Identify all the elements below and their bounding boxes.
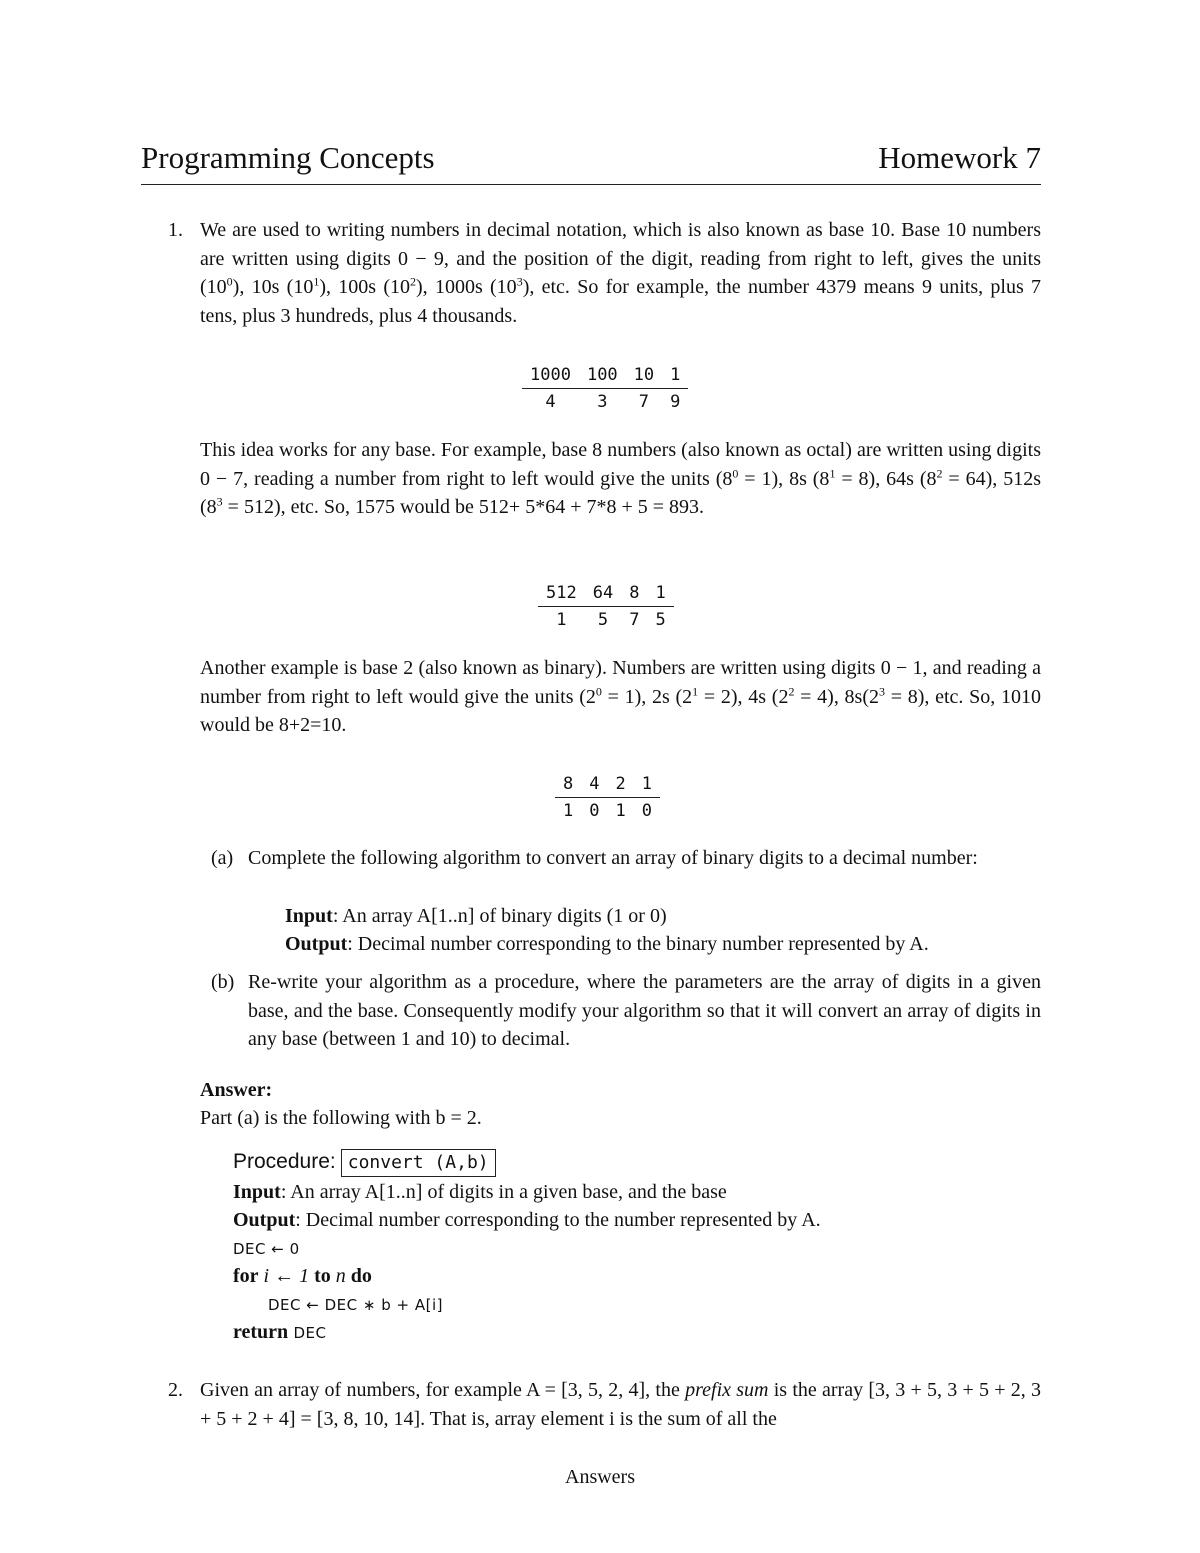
- digit-value: 1: [615, 801, 626, 821]
- place-value: 512: [538, 580, 585, 607]
- place-value: 8: [555, 771, 581, 798]
- octal-place-table: [538, 580, 674, 633]
- q1-binary-paragraph: Another example is base 2 (also known as binary). Numbers are written using digits 0 − 1, and reading a number from right to left would give the units $(2^0 = 1)$, 2s $(2^1 = 2)$, 4s $(2^2 = 4)$, $8s(2^3 = 8)$, etc. So, 1010 would be 8+2=10.: [200, 657, 1042, 736]
- part-a-text: Complete the following algorithm to convert an array of binary digits to a decimal number:: [248, 847, 978, 869]
- page-footer: Answers: [565, 1466, 635, 1488]
- procedure-line-for: for i ← 1 to n do: [233, 1265, 372, 1287]
- place-value: 64: [585, 580, 621, 607]
- part-a: [211, 844, 1041, 904]
- digit-value: 0: [641, 801, 652, 821]
- procedure-output: Output: Decimal number corresponding to the number represented by A.: [233, 1209, 821, 1231]
- digit-value: 7: [629, 610, 640, 630]
- part-a-output: Output: Decimal number corresponding to the binary number represented by A.: [285, 933, 929, 955]
- place-value: 1: [647, 580, 673, 607]
- digit-value: 1: [563, 801, 574, 821]
- page-header: [141, 140, 1041, 185]
- place-value: 1: [634, 771, 660, 798]
- digit-value: 1: [556, 610, 567, 630]
- answer-label: Answer:: [200, 1079, 273, 1101]
- procedure-line-init: DEC ← 0: [233, 1240, 300, 1258]
- digit-value: 5: [597, 610, 609, 630]
- q1-octal-paragraph: This idea works for any base. For example, base 8 numbers (also known as octal) are written using digits 0 − 7, reading a number from right to left would give the units $(8^0 = 1)$, 8s $(8^1 = 8)$, 64s $(8^2 = 64)$, 512s $(8^3 = 512)$, etc. So, 1575 would be 512+ 5*64 + 7*8 + 5 = 893.: [200, 439, 1041, 518]
- part-b-label: (b): [211, 971, 235, 993]
- digit-value: 3: [597, 392, 608, 412]
- place-value: 100: [579, 362, 626, 389]
- part-a-label: (a): [211, 847, 234, 869]
- q2-paragraph: Given an array of numbers, for example A = [3, 5, 2, 4], the prefix sum is the array [3, 3 + 5, 3 + 5 + 2, 3 + 5 + 2 + 4] = [3, 8, 10, 14]. That is, array element i is the sum of all the: [200, 1379, 1042, 1430]
- digit-value: 7: [638, 392, 650, 412]
- digit-value: 9: [670, 392, 681, 412]
- assignment-title: Homework 7: [878, 140, 1041, 175]
- procedure-line-body: DEC ← DEC ∗ b + A[i]: [268, 1296, 443, 1314]
- q1-intro-paragraph: We are used to writing numbers in decimal notation, which is also known as base 10. Base 10 numbers are written using digits 0 − 9, and the position of the digit, reading from right to left, gives the units $(10^0)$, 10s $(10^1)$, 100s $(10^2)$, 1000s $(10^3)$, etc. So for example, the number 4379 means 9 units, plus 7 tens, plus 3 hundreds, plus 4 thousands.: [200, 219, 1042, 327]
- place-value: 4: [581, 771, 607, 798]
- course-title: Programming Concepts: [141, 140, 435, 175]
- procedure-input: Input: An array A[1..n] of digits in a given base, and the base: [233, 1181, 727, 1203]
- digit-value: 0: [589, 801, 600, 821]
- answer-intro: Part (a) is the following with b = 2.: [200, 1107, 482, 1129]
- binary-place-table: [555, 771, 660, 824]
- place-value: 2: [608, 771, 634, 798]
- digit-value: 5: [655, 610, 666, 630]
- question-1-number: 1.: [168, 219, 183, 241]
- part-b-text: Re-write your algorithm as a procedure, where the parameters are the array of digits in a given base, and the base. Consequently modify your algorithm so that it will convert an array of digits in any base (between 1 and 10) to decimal.: [248, 971, 1041, 1050]
- procedure-header: Procedure: convert (A,b): [233, 1148, 496, 1177]
- part-a-input: Input: An array A[1..n] of binary digits (1 or 0): [285, 905, 667, 927]
- place-value: 1000: [522, 362, 579, 389]
- place-value: 10: [626, 362, 662, 389]
- decimal-place-table: [522, 362, 688, 415]
- procedure-line-return: return DEC: [233, 1321, 327, 1343]
- procedure-name-box: convert (A,b): [341, 1149, 496, 1177]
- question-2-number: 2.: [168, 1379, 183, 1401]
- digit-value: 4: [545, 392, 556, 412]
- place-value: 8: [621, 580, 647, 607]
- place-value: 1: [662, 362, 688, 389]
- part-b: [211, 968, 1041, 1058]
